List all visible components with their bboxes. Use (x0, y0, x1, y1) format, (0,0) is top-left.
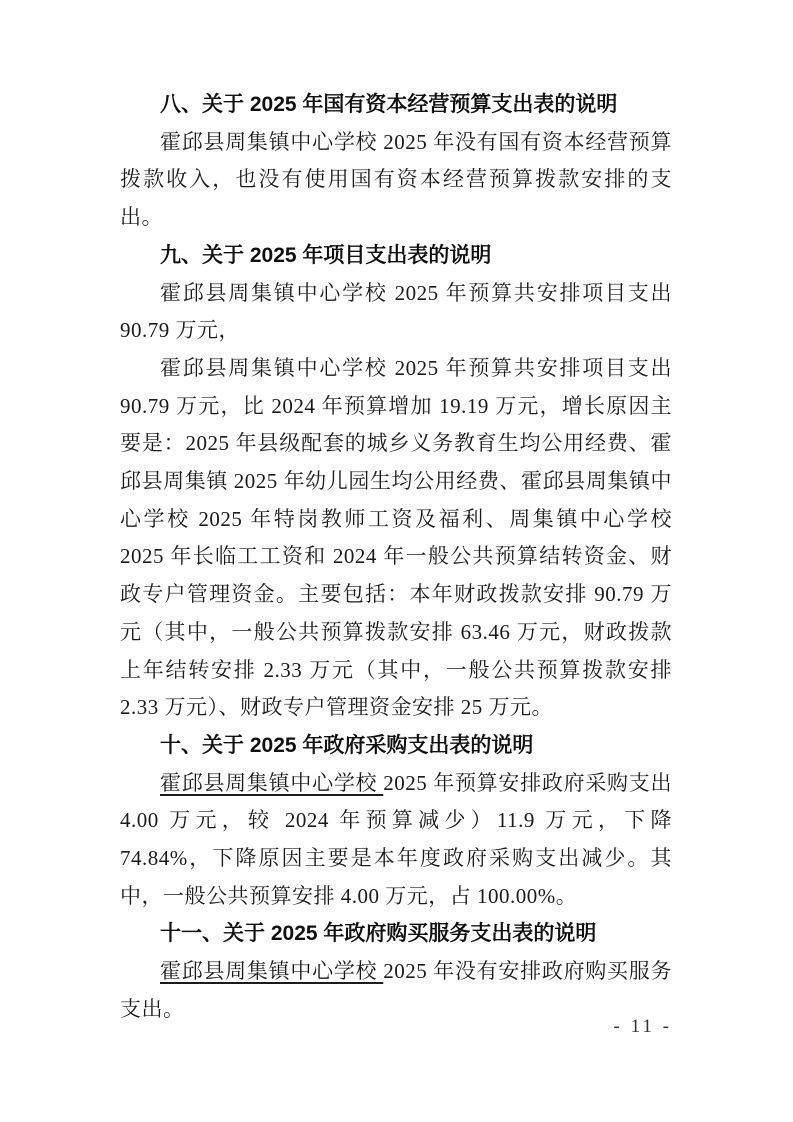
page-number: - 11 - (613, 1016, 672, 1037)
paragraph-text: 霍邱县周集镇中心学校 2025 年没有国有资本经营预算拨款收入，也没有使用国有资本经营预算拨款安排的支出。 (120, 129, 672, 230)
paragraph (120, 765, 672, 916)
section-heading: 八、关于 2025 年国有资本经营预算支出表的说明 (160, 93, 618, 116)
paragraph (120, 124, 672, 237)
paragraph (120, 275, 672, 350)
document-content (120, 86, 672, 1029)
paragraph (120, 953, 672, 1028)
section-heading: 十、关于 2025 年政府采购支出表的说明 (160, 733, 534, 757)
section-project-expenditure (120, 237, 672, 727)
section-purchased-services (120, 915, 672, 1028)
section-heading: 十一、关于 2025 年政府购买服务支出表的说明 (160, 922, 597, 946)
underlined-school-name: 霍邱县周集镇中心学校 (160, 770, 384, 795)
section-government-procurement (120, 727, 672, 916)
section-state-capital-budget (120, 86, 672, 237)
paragraph-text: 2025 年没有安排政府购买服务支出。 (120, 959, 672, 1021)
paragraph-text: 霍邱县周集镇中心学校 2025 年预算共安排项目支出 90.79 万元， (120, 280, 672, 343)
underlined-school-name: 霍邱县周集镇中心学校 (160, 959, 384, 984)
paragraph-text: 霍邱县周集镇中心学校 2025 年预算共安排项目支出 90.79 万元，比 2024 年预算增加 19.19 万元，增长原因主要是：2025 年县级配套的城乡义务教育生均公用经费、霍邱县周集镇 2025 年幼儿园生均公用经费、霍邱县周集镇中心学校 2025 年特岗教师工资及福利、周集镇中心学校 2025 年长临工工资和 2024 年一般公共预算结转资金、财政专户管理资金。主要包括：本年财政拨款安排 90.79 万元（其中，一般公共预算拨款安排 63.46 万元，财政拨款上年结转安排 2.33 万元（其中，一般公共预算拨款安排 2.33 万元）、财政专户管理资金安排 25 万元。 (120, 355, 672, 720)
paragraph (120, 350, 672, 727)
section-heading: 九、关于 2025 年项目支出表的说明 (160, 243, 492, 267)
paragraph-text: 2025 年预算安排政府采购支出 4.00 万元，较 2024 年预算减少）11.9 万元，下降 74.84%，下降原因主要是本年度政府采购支出减少。其中，一般公共预算安排 4.00 万元，占 100.00%。 (120, 770, 672, 908)
